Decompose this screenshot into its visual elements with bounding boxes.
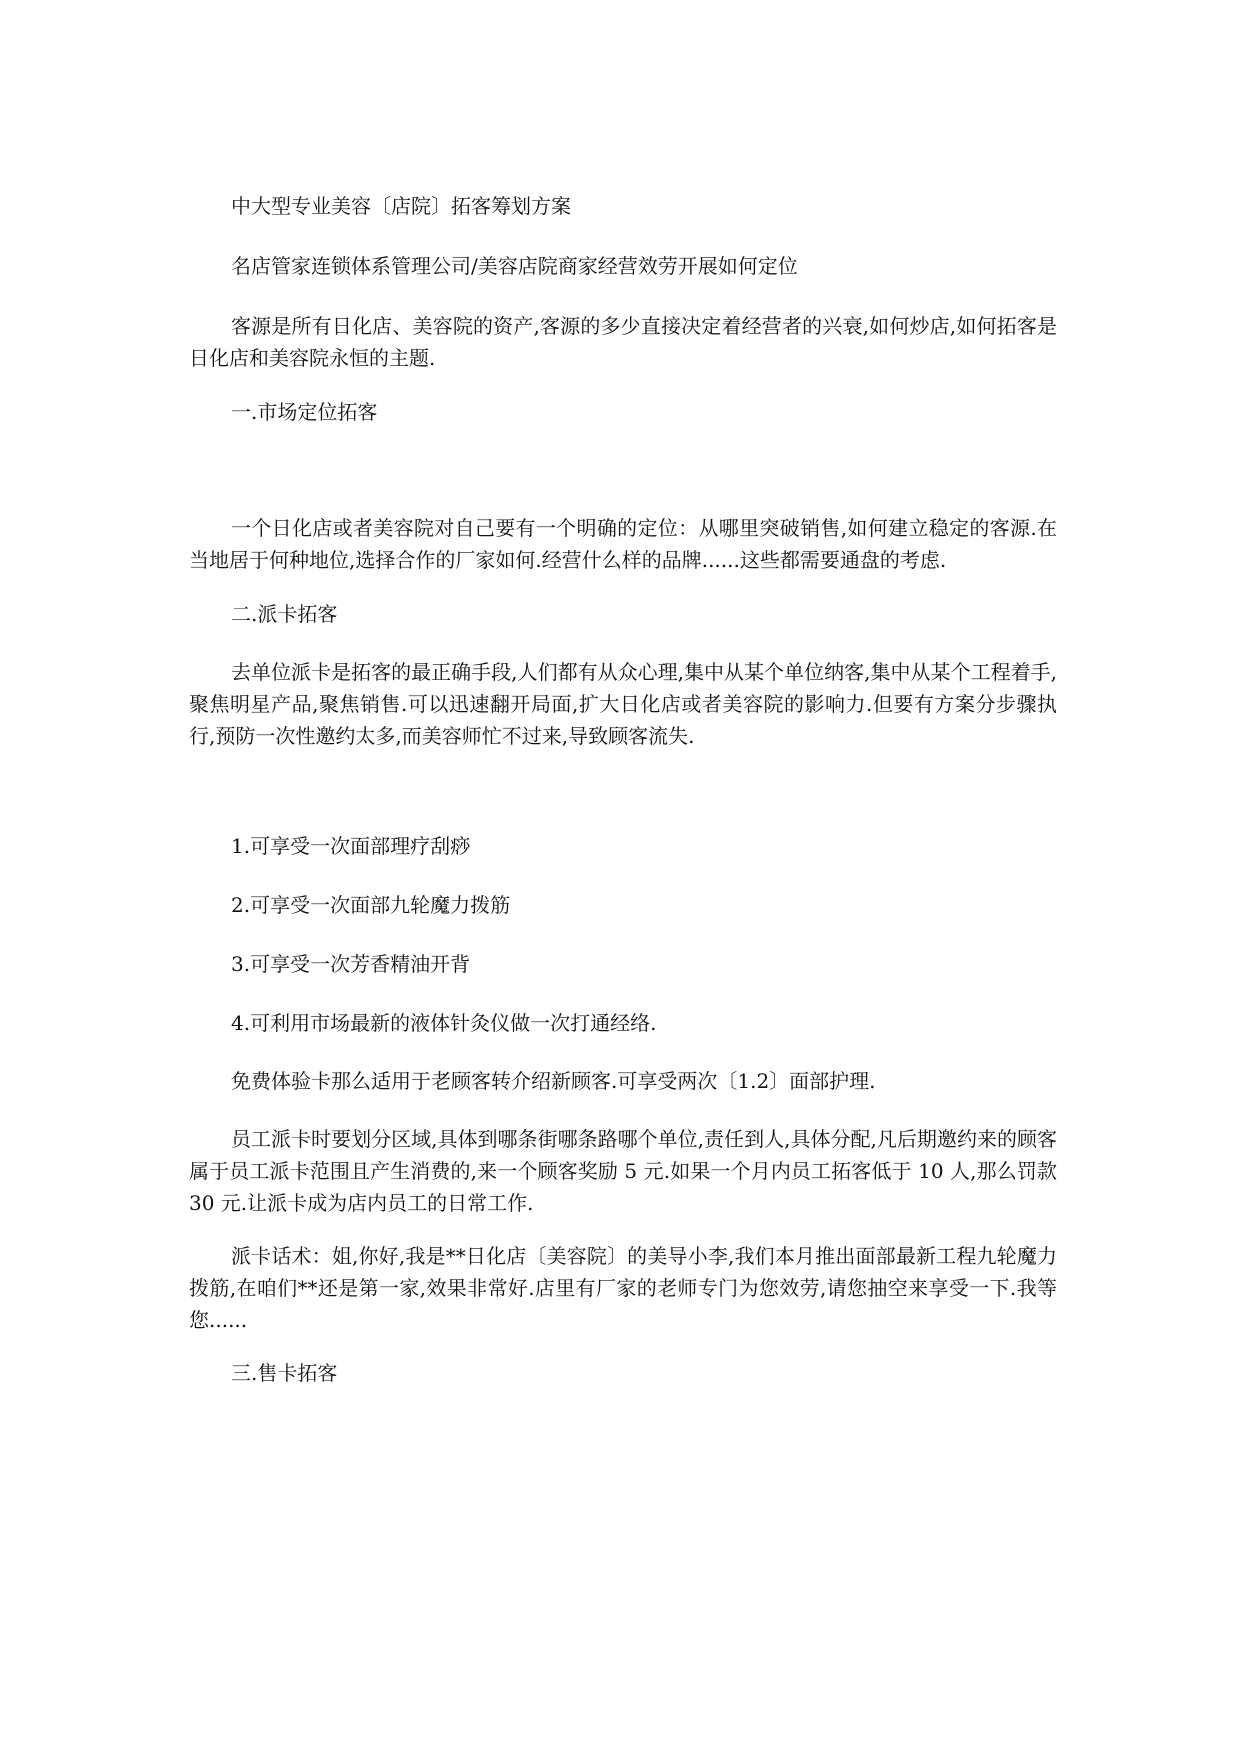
list-item: 2.可享受一次面部九轮魔力拨筋 [231, 893, 511, 917]
section3-heading: 三.售卡拓客 [231, 1361, 338, 1385]
free-card-paragraph: 免费体验卡那么适用于老顾客转介绍新顾客.可享受两次〔1.2〕面部护理. [231, 1069, 876, 1093]
list-item: 3.可享受一次芳香精油开背 [231, 952, 471, 976]
script-paragraph: 派卡话术：姐,你好,我是**日化店〔美容院〕的美导小李,我们本月推出面部最新工程九轮魔力拨筋,在咱们**还是第一家,效果非常好.店里有厂家的老师专门为您效劳,请您抽空来享受一下.我等您...... [189, 1244, 1057, 1332]
list-item: 4.可利用市场最新的液体针灸仪做一次打通经络. [231, 1011, 657, 1035]
document-subtitle: 名店管家连锁体系管理公司/美容店院商家经营效劳开展如何定位 [231, 254, 798, 278]
section1-paragraph: 一个日化店或者美容院对自己要有一个明确的定位：从哪里突破销售,如何建立稳定的客源.在当地居于何种地位,选择合作的厂家如何.经营什么样的品牌......这些都需要通盘的考虑. [189, 516, 1057, 572]
section2-paragraph: 去单位派卡是拓客的最正确手段,人们都有从众心理,集中从某个单位纳客,集中从某个工程着手,聚焦明星产品,聚焦销售.可以迅速翻开局面,扩大日化店或者美容院的影响力.但要有方案分步骤执行,预防一次性邀约太多,而美容师忙不过来,导致顾客流失. [189, 660, 1057, 748]
document-title: 中大型专业美容〔店院〕拓客筹划方案 [231, 194, 571, 218]
staff-rules-paragraph: 员工派卡时要划分区域,具体到哪条街哪条路哪个单位,责任到人,具体分配,凡后期邀约来的顾客属于员工派卡范围且产生消费的,来一个顾客奖励 5 元.如果一个月内员工拓客低于 10 人,那么罚款 30 元.让派卡成为店内员工的日常工作. [189, 1127, 1057, 1215]
list-item: 1.可享受一次面部理疗刮痧 [231, 834, 471, 858]
intro-paragraph: 客源是所有日化店、美容院的资产,客源的多少直接决定着经营者的兴衰,如何炒店,如何拓客是日化店和美容院永恒的主题. [189, 314, 1057, 370]
section2-heading: 二.派卡拓客 [231, 602, 338, 626]
section1-heading: 一.市场定位拓客 [231, 400, 378, 424]
